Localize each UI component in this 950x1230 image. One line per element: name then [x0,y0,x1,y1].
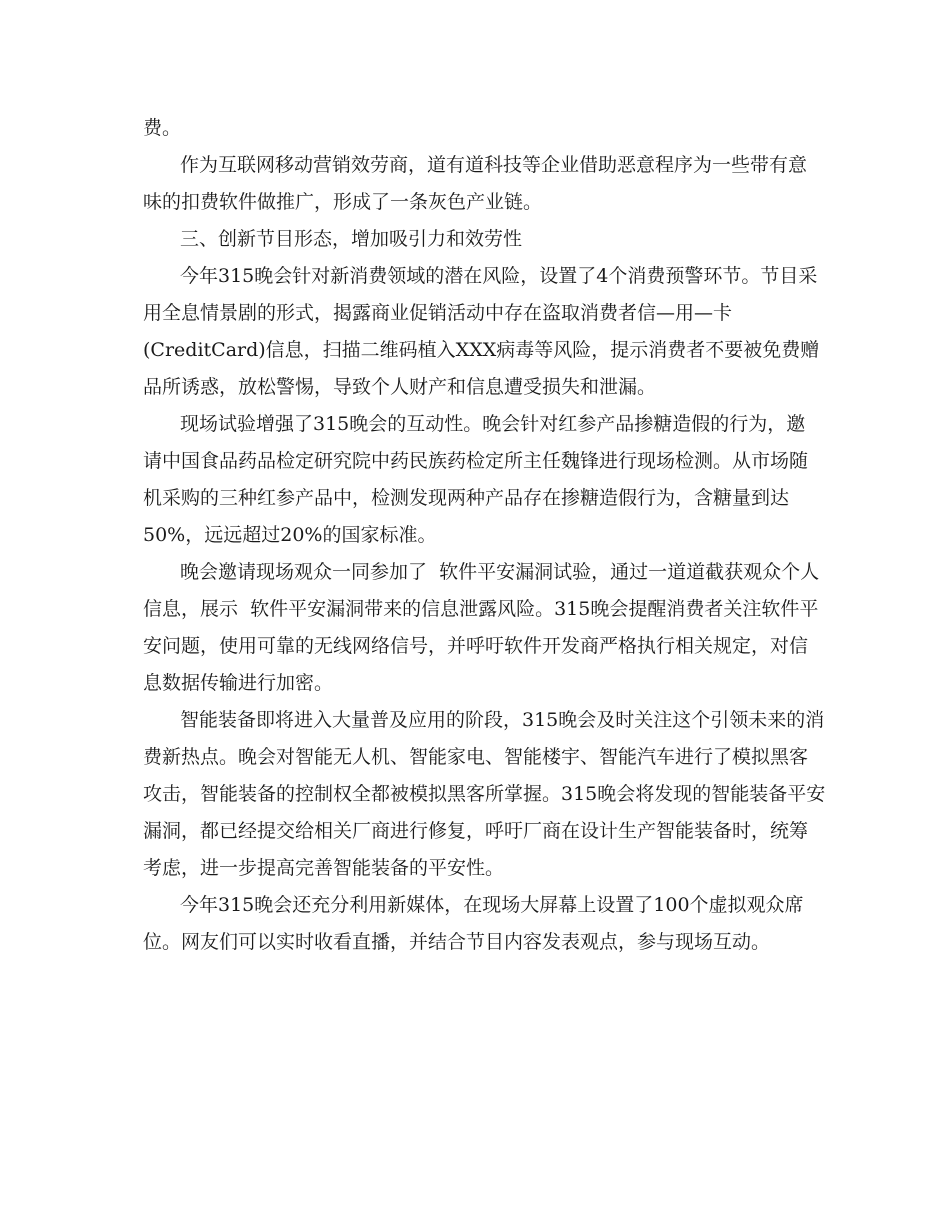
text-line: 作为互联网移动营销效劳商，道有道科技等企业借助恶意程序为一些带有意 [180,154,808,176]
text-line: 攻击，智能装备的控制权全都被模拟黑客所掌握。315晚会将发现的智能装备平安 [143,783,826,805]
text-line: 安问题，使用可靠的无线网络信号，并呼吁软件开发商严格执行相关规定，对信 [143,635,809,657]
text-line: (CreditCard)信息，扫描二维码植入XXX病毒等风险，提示消费者不要被免费赠 [143,339,820,361]
text-line: 味的扣费软件做推广，形成了一条灰色产业链。 [143,191,543,213]
text-line: 现场试验增强了315晚会的互动性。晚会针对红参产品掺糖造假的行为，邀 [180,413,806,435]
text-line: 位。网友们可以实时收看直播，并结合节目内容发表观点，参与现场互动。 [143,931,771,953]
text-line: 漏洞，都已经提交给相关厂商进行修复，呼吁厂商在设计生产智能装备时，统筹 [143,820,809,842]
text-line: 用全息情景剧的形式，揭露商业促销活动中存在盗取消费者信—用—卡 [143,302,733,324]
text-line: 费新热点。晚会对智能无人机、智能家电、智能楼宇、智能汽车进行了模拟黑客 [143,746,809,768]
text-line: 考虑，进一步提高完善智能装备的平安性。 [143,857,505,879]
text-line: 请中国食品药品检定研究院中药民族药检定所主任魏锋进行现场检测。从市场随 [143,450,809,472]
text-line: 50%，远远超过20%的国家标准。 [143,524,437,546]
text-line: 晚会邀请现场观众一同参加了 软件平安漏洞试验，通过一道道截获观众个人 [180,561,820,583]
text-line: 机采购的三种红参产品中，检测发现两种产品存在掺糖造假行为，含糖量到达 [143,487,790,509]
text-line: 今年315晚会还充分利用新媒体，在现场大屏幕上设置了100个虚拟观众席 [180,894,804,916]
text-line: 品所诱惑，放松警惕，导致个人财产和信息遭受损失和泄漏。 [143,376,657,398]
text-line: 今年315晚会针对新消费领域的潜在风险，设置了4个消费预警环节。节目采 [180,265,818,287]
text-line: 费。 [143,117,182,139]
text-line: 信息，展示 软件平安漏洞带来的信息泄露风险。315晚会提醒消费者关注软件平 [143,598,819,620]
text-line: 智能装备即将进入大量普及应用的阶段，315晚会及时关注这个引领未来的消 [180,709,825,731]
text-line: 息数据传输进行加密。 [143,672,334,694]
section-heading: 三、创新节目形态，增加吸引力和效劳性 [180,228,523,250]
